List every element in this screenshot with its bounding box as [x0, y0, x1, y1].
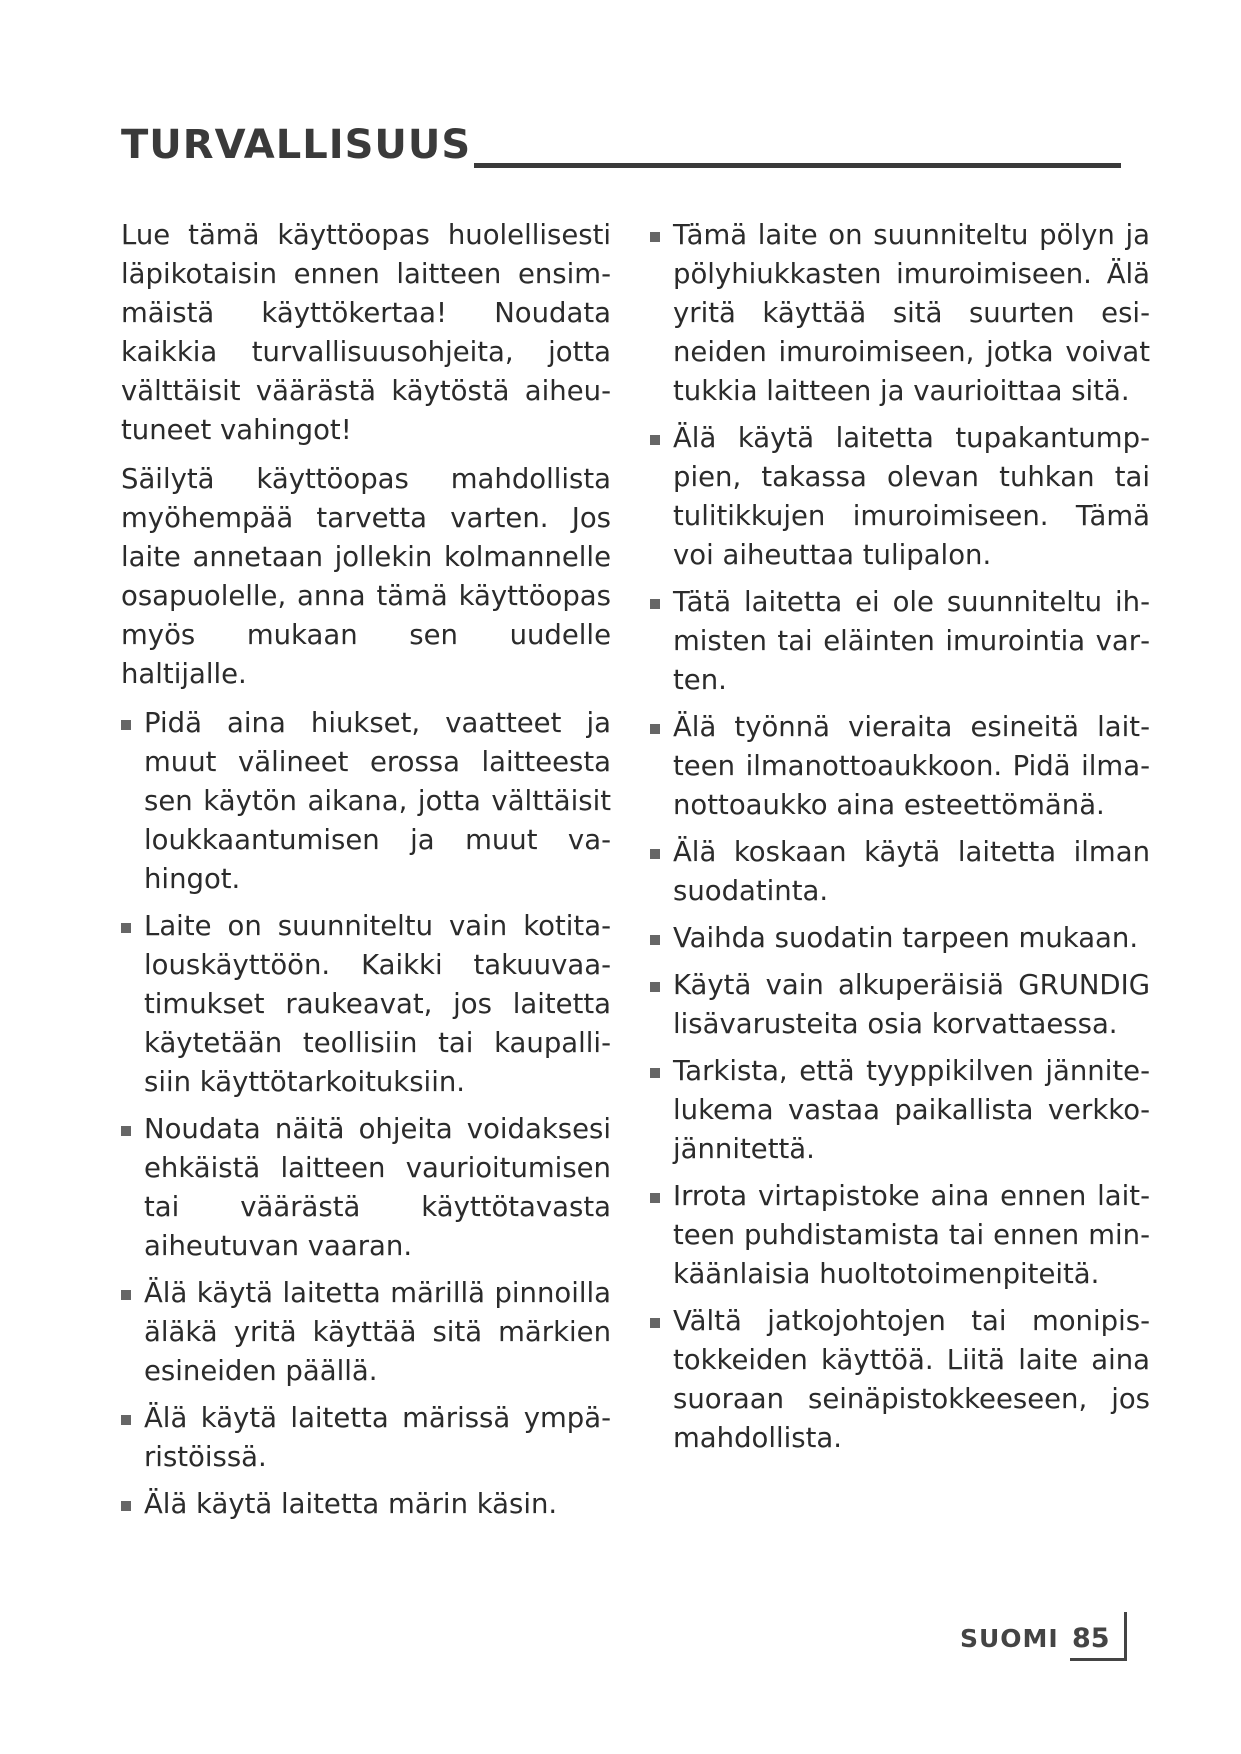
- list-item-text: Vältä jatkojohtojen tai monipistokkeiden käyttöä. Liitä laite aina suoraan seinäpistokkeeseen, jos mahdollista.: [673, 1305, 1150, 1454]
- bullet-square-icon: [121, 923, 131, 933]
- bullet-square-icon: [650, 435, 660, 445]
- bullet-square-icon: [650, 724, 660, 734]
- list-item-text: Tämä laite on suunniteltu pölyn ja pölyhiukkasten imuroimiseen. Älä yritä käyttää sitä suurten esineiden imuroimiseen, jotka voivat tukkia laitteen ja vaurioittaa sitä.: [673, 219, 1150, 407]
- bullet-square-icon: [650, 232, 660, 242]
- list-item: [650, 833, 1150, 911]
- list-item-text: Laite on suunniteltu vain kotitalouskäyttöön. Kaikki takuuvaatimukset raukeavat, jos laitetta käytetään teollisiin tai kaupallisiin käyttötarkoituksiin.: [144, 910, 611, 1098]
- list-item-text: Älä käytä laitetta tupakantumppien, takassa olevan tuhkan tai tulitikkujen imuroimiseen. Tämä voi aiheuttaa tulipalon.: [673, 422, 1150, 571]
- footer-corner-vertical-line: [1124, 1612, 1127, 1660]
- footer-language: SUOMI: [960, 1624, 1059, 1653]
- right-bullet-list: [650, 216, 1150, 1458]
- page-header: [121, 122, 1121, 172]
- list-item: [121, 1399, 611, 1477]
- bullet-square-icon: [121, 1415, 131, 1425]
- list-item-text: Käytä vain alkuperäisiä GRUNDIG lisävarusteita osia korvattaessa.: [673, 969, 1150, 1040]
- list-item-text: Tätä laitetta ei ole suunniteltu ihmisten tai eläinten imurointia varten.: [673, 586, 1150, 696]
- bullet-square-icon: [121, 720, 131, 730]
- list-item: [650, 419, 1150, 575]
- list-item-text: Älä käytä laitetta märillä pinnoilla äläkä yritä käyttää sitä märkien esineiden päällä.: [144, 1277, 611, 1387]
- footer-corner-horizontal-line: [1070, 1658, 1127, 1661]
- list-item: [650, 216, 1150, 411]
- list-item-text: Irrota virtapistoke aina ennen laitteen puhdistamista tai ennen minkäänlaisia huoltotoimenpiteitä.: [673, 1180, 1150, 1290]
- list-item: [121, 1110, 611, 1266]
- storage-paragraph: Säilytä käyttöopas mahdollista myöhempää tarvetta varten. Jos laite annetaan jollekin kolmannelle osapuolelle, anna tämä käyttöopas myös mukaan sen uudelle haltijalle.: [121, 463, 611, 690]
- list-item: [121, 1274, 611, 1391]
- intro-paragraph: Lue tämä käyttöopas huolellisesti läpikotaisin ennen laitteen ensimmäistä käyttökertaa! Noudata kaikkia turvallisuusohjeita, jotta välttäisit väärästä käytöstä aiheutuneet vahingot!: [121, 219, 611, 446]
- bullet-square-icon: [650, 1193, 660, 1203]
- list-item: [650, 966, 1150, 1044]
- bullet-square-icon: [650, 849, 660, 859]
- list-item: [650, 1302, 1150, 1458]
- list-item-text: Älä käytä laitetta märissä ympäristöissä.: [144, 1402, 611, 1473]
- list-item: [650, 1177, 1150, 1294]
- page-number: 85: [1072, 1623, 1110, 1654]
- list-item-text: Noudata näitä ohjeita voidaksesi ehkäistä laitteen vaurioitumisen tai väärästä käyttötavasta aiheutuvan vaaran.: [144, 1113, 611, 1262]
- right-column: [650, 216, 1150, 1466]
- left-bullet-list: [121, 704, 611, 1524]
- bullet-square-icon: [650, 935, 660, 945]
- bullet-square-icon: [650, 1318, 660, 1328]
- list-item: [650, 1052, 1150, 1169]
- list-item: [650, 708, 1150, 825]
- list-item-text: Vaihda suodatin tarpeen mukaan.: [673, 922, 1139, 954]
- page-footer: [960, 1612, 1130, 1662]
- page-title: TURVALLISUUS: [121, 122, 472, 168]
- list-item: [650, 919, 1150, 958]
- bullet-square-icon: [650, 1068, 660, 1078]
- bullet-square-icon: [650, 599, 660, 609]
- bullet-square-icon: [121, 1290, 131, 1300]
- list-item-text: Älä työnnä vieraita esineitä laitteen ilmanottoaukkoon. Pidä ilmanottoaukko aina esteettömänä.: [673, 711, 1150, 821]
- list-item: [121, 704, 611, 899]
- left-column: [121, 216, 611, 1532]
- list-item: [121, 907, 611, 1102]
- bullet-square-icon: [121, 1501, 131, 1511]
- list-item-text: Pidä aina hiukset, vaatteet ja muut välineet erossa laitteesta sen käytön aikana, jotta välttäisit loukkaantumisen ja muut vahingot.: [144, 707, 611, 895]
- list-item-text: Älä käytä laitetta märin käsin.: [144, 1488, 558, 1520]
- title-rule: [474, 163, 1121, 168]
- bullet-square-icon: [650, 982, 660, 992]
- list-item-text: Älä koskaan käytä laitetta ilman suodatinta.: [673, 836, 1150, 907]
- list-item: [650, 583, 1150, 700]
- list-item-text: Tarkista, että tyyppikilven jännitelukema vastaa paikallista verkkojännitettä.: [673, 1055, 1150, 1165]
- bullet-square-icon: [121, 1126, 131, 1136]
- list-item: [121, 1485, 611, 1524]
